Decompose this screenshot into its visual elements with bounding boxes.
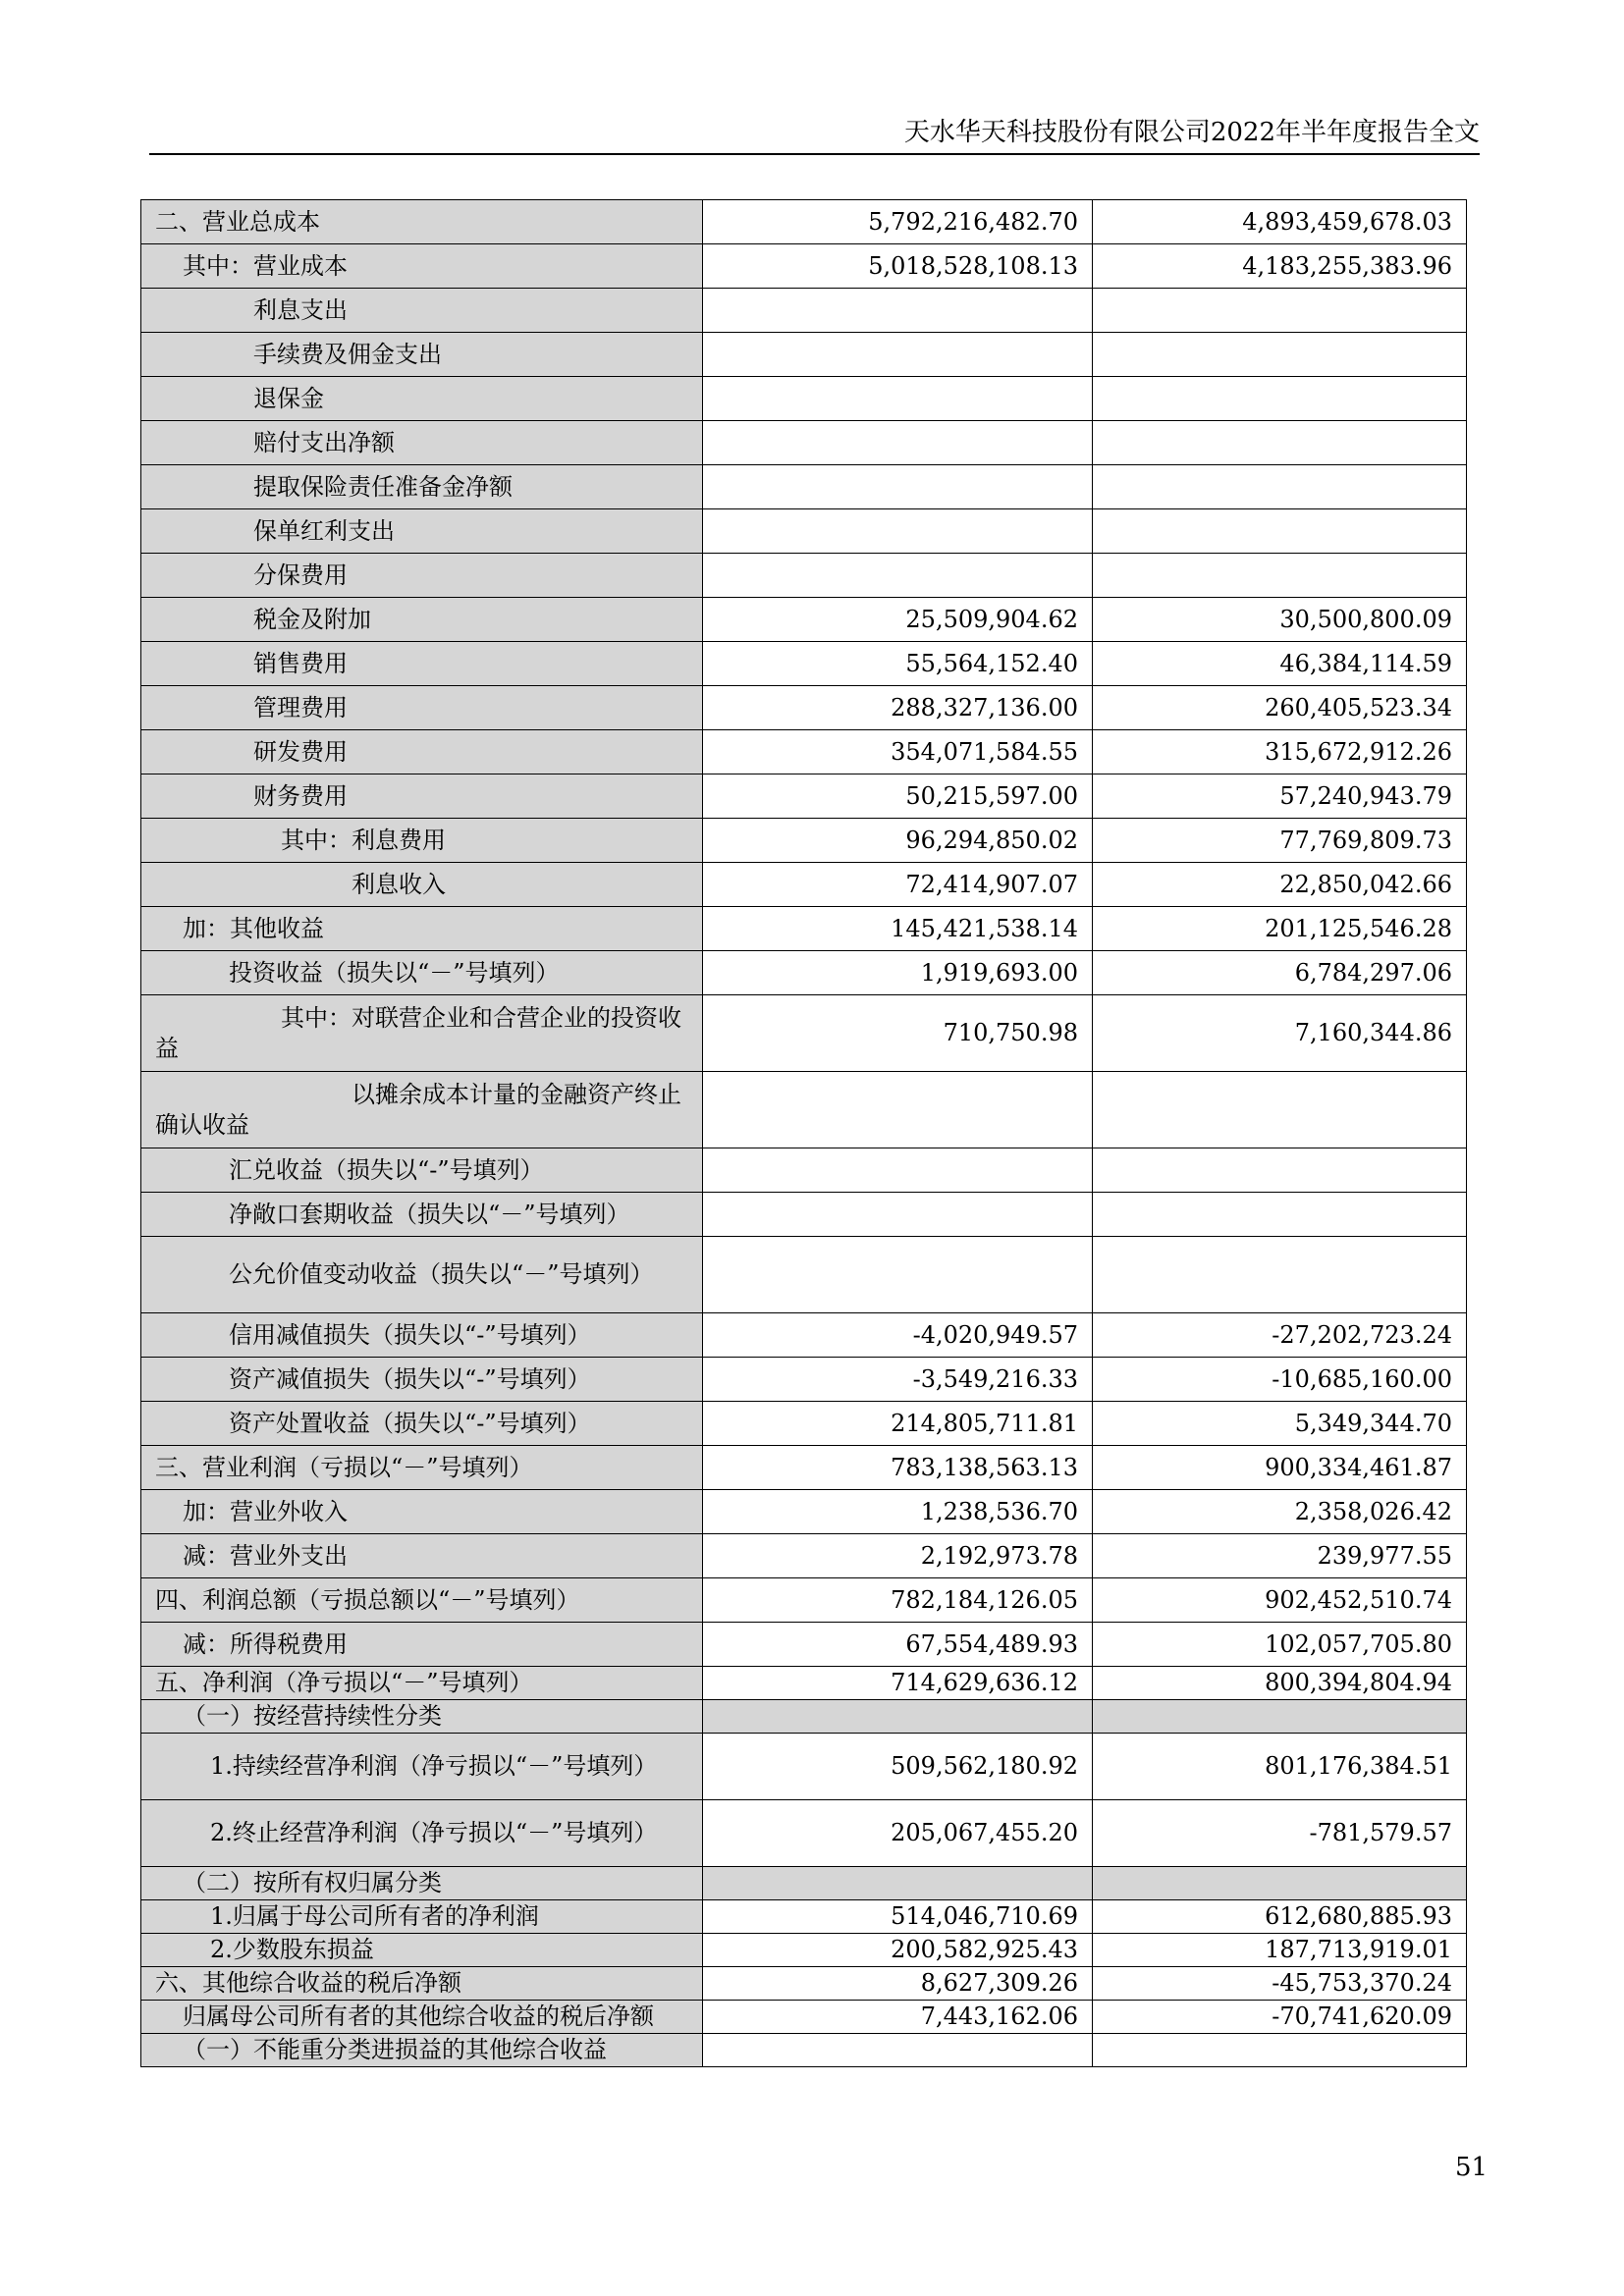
- table-row: [141, 1193, 1467, 1237]
- row-label: （一）不能重分类进损益的其他综合收益: [141, 2034, 703, 2067]
- current-period-amount: 200,582,925.43: [703, 1934, 1093, 1967]
- row-label: 利息支出: [141, 289, 703, 333]
- prior-period-amount: 902,452,510.74: [1093, 1578, 1467, 1623]
- current-period-amount: 1,238,536.70: [703, 1490, 1093, 1534]
- current-period-amount: 288,327,136.00: [703, 686, 1093, 730]
- table-row: [141, 819, 1467, 863]
- row-label: 减：所得税费用: [141, 1623, 703, 1667]
- current-period-amount: 8,627,309.26: [703, 1967, 1093, 2001]
- current-period-amount: [703, 377, 1093, 421]
- current-period-amount: 714,629,636.12: [703, 1667, 1093, 1700]
- table-row: [141, 863, 1467, 907]
- current-period-amount: 50,215,597.00: [703, 774, 1093, 819]
- row-label: 2.少数股东损益: [141, 1934, 703, 1967]
- row-label: 六、其他综合收益的税后净额: [141, 1967, 703, 2001]
- current-period-amount: [703, 1867, 1093, 1900]
- prior-period-amount: 57,240,943.79: [1093, 774, 1467, 819]
- table-row: [141, 1490, 1467, 1534]
- table-row: [141, 1800, 1467, 1867]
- row-label: 投资收益（损失以“－”号填列）: [141, 951, 703, 995]
- prior-period-amount: 260,405,523.34: [1093, 686, 1467, 730]
- row-label: 其中：对联营企业和合营企业的投资收益: [141, 995, 703, 1072]
- table-row: [141, 598, 1467, 642]
- current-period-amount: [703, 333, 1093, 377]
- prior-period-amount: 801,176,384.51: [1093, 1734, 1467, 1800]
- table-row: [141, 1072, 1467, 1148]
- table-row: [141, 289, 1467, 333]
- table-row: [141, 1148, 1467, 1193]
- table-row: [141, 1402, 1467, 1446]
- prior-period-amount: 102,057,705.80: [1093, 1623, 1467, 1667]
- current-period-amount: [703, 2034, 1093, 2067]
- table-row: [141, 1867, 1467, 1900]
- table-row: [141, 686, 1467, 730]
- table-row: [141, 1967, 1467, 2001]
- current-period-amount: [703, 421, 1093, 465]
- prior-period-amount: 2,358,026.42: [1093, 1490, 1467, 1534]
- current-period-amount: 509,562,180.92: [703, 1734, 1093, 1800]
- current-period-amount: 25,509,904.62: [703, 598, 1093, 642]
- table-row: [141, 244, 1467, 289]
- table-row: [141, 1900, 1467, 1934]
- row-label: 五、净利润（净亏损以“－”号填列）: [141, 1667, 703, 1700]
- prior-period-amount: [1093, 1072, 1467, 1148]
- row-label: 销售费用: [141, 642, 703, 686]
- prior-period-amount: 22,850,042.66: [1093, 863, 1467, 907]
- row-label: 研发费用: [141, 730, 703, 774]
- table-row: [141, 1667, 1467, 1700]
- table-row: [141, 1534, 1467, 1578]
- current-period-amount: 514,046,710.69: [703, 1900, 1093, 1934]
- current-period-amount: [703, 554, 1093, 598]
- current-period-amount: 2,192,973.78: [703, 1534, 1093, 1578]
- prior-period-amount: 315,672,912.26: [1093, 730, 1467, 774]
- table-row: [141, 730, 1467, 774]
- prior-period-amount: 7,160,344.86: [1093, 995, 1467, 1072]
- row-label: 二、营业总成本: [141, 200, 703, 244]
- prior-period-amount: 30,500,800.09: [1093, 598, 1467, 642]
- prior-period-amount: [1093, 1237, 1467, 1313]
- prior-period-amount: [1093, 2034, 1467, 2067]
- row-label: 财务费用: [141, 774, 703, 819]
- prior-period-amount: -45,753,370.24: [1093, 1967, 1467, 2001]
- row-label: 税金及附加: [141, 598, 703, 642]
- prior-period-amount: [1093, 509, 1467, 554]
- current-period-amount: -4,020,949.57: [703, 1313, 1093, 1358]
- prior-period-amount: 6,784,297.06: [1093, 951, 1467, 995]
- prior-period-amount: [1093, 377, 1467, 421]
- prior-period-amount: -27,202,723.24: [1093, 1313, 1467, 1358]
- row-label: 净敞口套期收益（损失以“－”号填列）: [141, 1193, 703, 1237]
- row-label: （二）按所有权归属分类: [141, 1867, 703, 1900]
- table-row: [141, 421, 1467, 465]
- table-row: [141, 1358, 1467, 1402]
- table-row: [141, 1734, 1467, 1800]
- current-period-amount: [703, 465, 1093, 509]
- row-label: 四、利润总额（亏损总额以“－”号填列）: [141, 1578, 703, 1623]
- table-row: [141, 1578, 1467, 1623]
- prior-period-amount: -781,579.57: [1093, 1800, 1467, 1867]
- table-row: [141, 1623, 1467, 1667]
- current-period-amount: 55,564,152.40: [703, 642, 1093, 686]
- table-row: [141, 333, 1467, 377]
- prior-period-amount: 239,977.55: [1093, 1534, 1467, 1578]
- current-period-amount: 67,554,489.93: [703, 1623, 1093, 1667]
- current-period-amount: 5,018,528,108.13: [703, 244, 1093, 289]
- prior-period-amount: -10,685,160.00: [1093, 1358, 1467, 1402]
- table-row: [141, 509, 1467, 554]
- current-period-amount: -3,549,216.33: [703, 1358, 1093, 1402]
- prior-period-amount: 4,893,459,678.03: [1093, 200, 1467, 244]
- prior-period-amount: 612,680,885.93: [1093, 1900, 1467, 1934]
- row-label: 信用减值损失（损失以“-”号填列）: [141, 1313, 703, 1358]
- current-period-amount: 5,792,216,482.70: [703, 200, 1093, 244]
- table-row: [141, 907, 1467, 951]
- row-label: 退保金: [141, 377, 703, 421]
- current-period-amount: [703, 1148, 1093, 1193]
- prior-period-amount: [1093, 1867, 1467, 1900]
- current-period-amount: [703, 1237, 1093, 1313]
- current-period-amount: [703, 289, 1093, 333]
- table-row: [141, 1446, 1467, 1490]
- row-label: 加：营业外收入: [141, 1490, 703, 1534]
- table-row: [141, 377, 1467, 421]
- prior-period-amount: [1093, 1148, 1467, 1193]
- table-row: [141, 642, 1467, 686]
- table-row: [141, 465, 1467, 509]
- row-label: 减：营业外支出: [141, 1534, 703, 1578]
- row-label: 1.持续经营净利润（净亏损以“－”号填列）: [141, 1734, 703, 1800]
- prior-period-amount: -70,741,620.09: [1093, 2001, 1467, 2034]
- prior-period-amount: [1093, 333, 1467, 377]
- table-row: [141, 1313, 1467, 1358]
- prior-period-amount: 4,183,255,383.96: [1093, 244, 1467, 289]
- table-row: [141, 1934, 1467, 1967]
- table-row: [141, 554, 1467, 598]
- current-period-amount: 205,067,455.20: [703, 1800, 1093, 1867]
- prior-period-amount: 5,349,344.70: [1093, 1402, 1467, 1446]
- row-label: 资产减值损失（损失以“-”号填列）: [141, 1358, 703, 1402]
- current-period-amount: [703, 1700, 1093, 1734]
- row-label: 提取保险责任准备金净额: [141, 465, 703, 509]
- page-number: 51: [1455, 2153, 1489, 2182]
- prior-period-amount: 187,713,919.01: [1093, 1934, 1467, 1967]
- current-period-amount: 96,294,850.02: [703, 819, 1093, 863]
- row-label: 汇兑收益（损失以“-”号填列）: [141, 1148, 703, 1193]
- current-period-amount: 7,443,162.06: [703, 2001, 1093, 2034]
- row-label: 归属母公司所有者的其他综合收益的税后净额: [141, 2001, 703, 2034]
- row-label: 管理费用: [141, 686, 703, 730]
- current-period-amount: 354,071,584.55: [703, 730, 1093, 774]
- row-label: 1.归属于母公司所有者的净利润: [141, 1900, 703, 1934]
- row-label: 公允价值变动收益（损失以“－”号填列）: [141, 1237, 703, 1313]
- table-row: [141, 995, 1467, 1072]
- current-period-amount: [703, 1193, 1093, 1237]
- table-row: [141, 774, 1467, 819]
- current-period-amount: [703, 509, 1093, 554]
- row-label: 手续费及佣金支出: [141, 333, 703, 377]
- current-period-amount: 710,750.98: [703, 995, 1093, 1072]
- row-label: 其中：营业成本: [141, 244, 703, 289]
- report-title: 天水华天科技股份有限公司2022年半年度报告全文: [903, 118, 1480, 147]
- row-label: （一）按经营持续性分类: [141, 1700, 703, 1734]
- row-label: 加：其他收益: [141, 907, 703, 951]
- page-header: [149, 112, 1480, 155]
- prior-period-amount: 201,125,546.28: [1093, 907, 1467, 951]
- current-period-amount: 145,421,538.14: [703, 907, 1093, 951]
- table-row: [141, 200, 1467, 244]
- table-row: [141, 951, 1467, 995]
- table-row: [141, 2001, 1467, 2034]
- current-period-amount: 1,919,693.00: [703, 951, 1093, 995]
- current-period-amount: 783,138,563.13: [703, 1446, 1093, 1490]
- row-label: 赔付支出净额: [141, 421, 703, 465]
- row-label: 其中：利息费用: [141, 819, 703, 863]
- prior-period-amount: 46,384,114.59: [1093, 642, 1467, 686]
- row-label: 利息收入: [141, 863, 703, 907]
- prior-period-amount: [1093, 1700, 1467, 1734]
- current-period-amount: 214,805,711.81: [703, 1402, 1093, 1446]
- current-period-amount: [703, 1072, 1093, 1148]
- prior-period-amount: [1093, 554, 1467, 598]
- table-row: [141, 1237, 1467, 1313]
- prior-period-amount: [1093, 421, 1467, 465]
- row-label: 资产处置收益（损失以“-”号填列）: [141, 1402, 703, 1446]
- prior-period-amount: 800,394,804.94: [1093, 1667, 1467, 1700]
- prior-period-amount: 77,769,809.73: [1093, 819, 1467, 863]
- prior-period-amount: [1093, 289, 1467, 333]
- prior-period-amount: [1093, 465, 1467, 509]
- prior-period-amount: [1093, 1193, 1467, 1237]
- income-statement-table: [140, 199, 1467, 2067]
- row-label: 保单红利支出: [141, 509, 703, 554]
- row-label: 分保费用: [141, 554, 703, 598]
- row-label: 三、营业利润（亏损以“－”号填列）: [141, 1446, 703, 1490]
- row-label: 2.终止经营净利润（净亏损以“－”号填列）: [141, 1800, 703, 1867]
- current-period-amount: 782,184,126.05: [703, 1578, 1093, 1623]
- row-label: 以摊余成本计量的金融资产终止确认收益: [141, 1072, 703, 1148]
- prior-period-amount: 900,334,461.87: [1093, 1446, 1467, 1490]
- income-statement-body: [141, 200, 1467, 2067]
- table-row: [141, 1700, 1467, 1734]
- current-period-amount: 72,414,907.07: [703, 863, 1093, 907]
- table-row: [141, 2034, 1467, 2067]
